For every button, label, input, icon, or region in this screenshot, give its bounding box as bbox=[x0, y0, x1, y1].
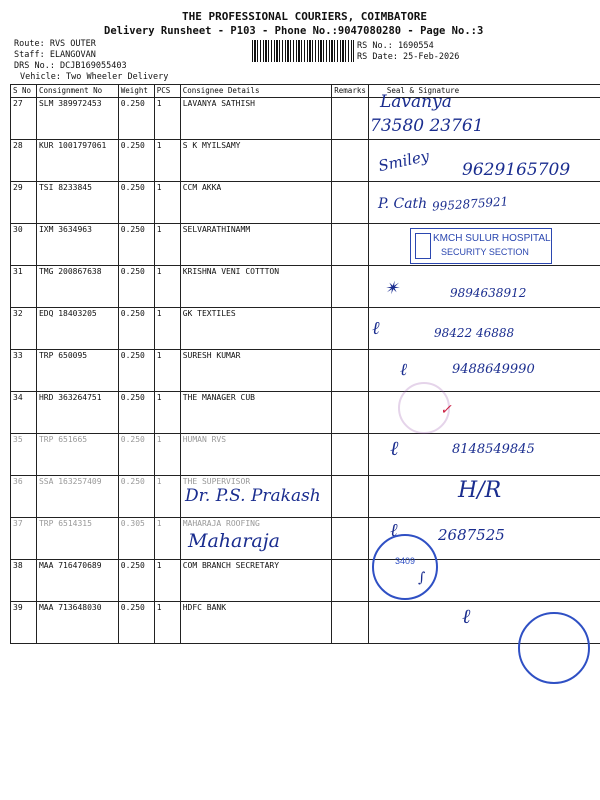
table-row bbox=[11, 602, 600, 644]
cell-sno: 35 bbox=[11, 434, 37, 476]
cell-consignment: TRP 6514315 bbox=[36, 518, 118, 560]
cell-consignee: KRISHNA VENI COTTTON bbox=[180, 266, 332, 308]
handwritten-signature: ℓ bbox=[400, 360, 408, 380]
handwritten-phone: 98422 46888 bbox=[434, 326, 515, 340]
cell-consignment: MAA 713648030 bbox=[36, 602, 118, 644]
cell-weight: 0.250 bbox=[118, 140, 154, 182]
cell-weight: 0.250 bbox=[118, 182, 154, 224]
cell-weight: 0.250 bbox=[118, 98, 154, 140]
cell-consignment: TMG 200867638 bbox=[36, 266, 118, 308]
cell-remarks bbox=[332, 518, 369, 560]
cell-consignee: SURESH KUMAR bbox=[180, 350, 332, 392]
handwritten-signature: ℓ bbox=[390, 436, 399, 460]
cell-sno: 27 bbox=[11, 98, 37, 140]
cell-consignee: GK TEXTILES bbox=[180, 308, 332, 350]
cell-weight: 0.250 bbox=[118, 392, 154, 434]
company-title: THE PROFESSIONAL COURIERS, COIMBATORE bbox=[182, 10, 428, 23]
vehicle-text: Vehicle: Two Wheeler Delivery bbox=[20, 72, 169, 82]
handwritten-phone: 8148549845 bbox=[452, 442, 535, 457]
rs-number: RS No.: 1690554 bbox=[357, 41, 434, 51]
cell-remarks bbox=[332, 602, 369, 644]
table-row bbox=[11, 518, 600, 560]
table-row bbox=[11, 98, 600, 140]
cell-pcs: 1 bbox=[154, 266, 180, 308]
cell-remarks bbox=[332, 98, 369, 140]
cell-pcs: 1 bbox=[154, 98, 180, 140]
cell-consignee: HDFC BANK bbox=[180, 602, 332, 644]
cell-sno: 38 bbox=[11, 560, 37, 602]
barcode-image bbox=[252, 40, 354, 62]
bank-round-stamp bbox=[518, 612, 590, 684]
cell-consignment: EDQ 18403205 bbox=[36, 308, 118, 350]
stamp-line: SECURITY SECTION bbox=[441, 247, 529, 257]
handwritten-name: Smiley bbox=[376, 146, 431, 176]
cell-pcs: 1 bbox=[154, 140, 180, 182]
cell-consignment: SSA 163257409 bbox=[36, 476, 118, 518]
cell-weight: 0.250 bbox=[118, 350, 154, 392]
handwritten-signature: ℓ bbox=[372, 318, 380, 339]
col-pcs: PCS bbox=[154, 85, 180, 98]
cell-sno: 28 bbox=[11, 140, 37, 182]
cell-pcs: 1 bbox=[154, 476, 180, 518]
kmch-security-stamp bbox=[410, 228, 552, 264]
cell-sno: 39 bbox=[11, 602, 37, 644]
cell-consignment: TSI 8233845 bbox=[36, 182, 118, 224]
cell-weight: 0.250 bbox=[118, 308, 154, 350]
cell-weight: 0.305 bbox=[118, 518, 154, 560]
col-sno: S No bbox=[11, 85, 37, 98]
cell-consignment: KUR 1001797061 bbox=[36, 140, 118, 182]
table-row bbox=[11, 182, 600, 224]
handwritten-phone: 9629165709 bbox=[462, 160, 571, 180]
cell-remarks bbox=[332, 308, 369, 350]
handwritten-name: P. Cath bbox=[378, 196, 428, 212]
cell-weight: 0.250 bbox=[118, 560, 154, 602]
cell-weight: 0.250 bbox=[118, 224, 154, 266]
cell-pcs: 1 bbox=[154, 518, 180, 560]
cell-remarks bbox=[332, 434, 369, 476]
cell-sno: 29 bbox=[11, 182, 37, 224]
col-consignee: Consignee Details bbox=[180, 85, 332, 98]
cell-weight: 0.250 bbox=[118, 266, 154, 308]
route-text: Route: RVS OUTER bbox=[14, 39, 96, 49]
table-row bbox=[11, 392, 600, 434]
round-rubber-stamp bbox=[372, 534, 438, 600]
cell-weight: 0.250 bbox=[118, 476, 154, 518]
table-row bbox=[11, 560, 600, 602]
staff-text: Staff: ELANGOVAN bbox=[14, 50, 96, 60]
drs-text: DRS No.: DCJB169055403 bbox=[14, 61, 127, 71]
cell-remarks bbox=[332, 182, 369, 224]
handwritten-signature: ℓ bbox=[462, 604, 471, 628]
cell-sno: 34 bbox=[11, 392, 37, 434]
stamp-line: KMCH SULUR HOSPITAL bbox=[433, 233, 551, 244]
cell-weight: 0.250 bbox=[118, 602, 154, 644]
handwritten-name: Lavanya bbox=[380, 92, 452, 112]
col-remarks: Remarks bbox=[332, 85, 369, 98]
stamp-logo-icon bbox=[415, 233, 431, 259]
cell-remarks bbox=[332, 266, 369, 308]
handwritten-mark: H/R bbox=[458, 478, 502, 503]
runsheet-subtitle: Delivery Runsheet - P103 - Phone No.:9047080280 - Page No.:3 bbox=[104, 25, 484, 37]
handwritten-signature: ℓ bbox=[390, 520, 398, 541]
cell-pcs: 1 bbox=[154, 560, 180, 602]
handwritten-name: Dr. P.S. Prakash bbox=[185, 486, 321, 506]
cell-pcs: 1 bbox=[154, 392, 180, 434]
cell-consignee: THE MANAGER CUB bbox=[180, 392, 332, 434]
cell-remarks bbox=[332, 476, 369, 518]
cell-sno: 36 bbox=[11, 476, 37, 518]
cell-remarks bbox=[332, 224, 369, 266]
cell-pcs: 1 bbox=[154, 434, 180, 476]
cell-consignee: S K MYILSAMY bbox=[180, 140, 332, 182]
cell-consignee: SELVARATHINAMM bbox=[180, 224, 332, 266]
stamp-number: 3409 bbox=[394, 556, 416, 566]
cell-pcs: 1 bbox=[154, 602, 180, 644]
rs-date: RS Date: 25-Feb-2026 bbox=[357, 52, 460, 62]
cell-sno: 33 bbox=[11, 350, 37, 392]
cell-remarks bbox=[332, 392, 369, 434]
cell-pcs: 1 bbox=[154, 308, 180, 350]
cell-pcs: 1 bbox=[154, 350, 180, 392]
handwritten-phone: 9488649990 bbox=[452, 362, 535, 377]
cell-consignee: THE SUPERVISOR bbox=[180, 476, 332, 518]
col-weight: Weight bbox=[118, 85, 154, 98]
handwritten-phone: 9952875921 bbox=[431, 194, 509, 214]
cell-consignee: CCM AKKA bbox=[180, 182, 332, 224]
cell-consignment: TRP 651665 bbox=[36, 434, 118, 476]
cell-consignment: TRP 650095 bbox=[36, 350, 118, 392]
handwritten-phone: 73580 23761 bbox=[370, 116, 484, 136]
cell-consignee: HUMAN RVS bbox=[180, 434, 332, 476]
cell-consignee: COM BRANCH SECRETARY bbox=[180, 560, 332, 602]
cell-sno: 30 bbox=[11, 224, 37, 266]
cell-consignee: MAHARAJA ROOFING bbox=[180, 518, 332, 560]
cell-remarks bbox=[332, 140, 369, 182]
cell-consignment: HRD 363264751 bbox=[36, 392, 118, 434]
cell-remarks bbox=[332, 350, 369, 392]
cell-pcs: 1 bbox=[154, 224, 180, 266]
handwritten-name: Maharaja bbox=[188, 530, 280, 552]
handwritten-signature: ∫ bbox=[418, 570, 426, 586]
cell-consignment: MAA 716470689 bbox=[36, 560, 118, 602]
red-tick-mark: ✓ bbox=[440, 402, 452, 418]
handwritten-signature: ✴ bbox=[384, 278, 400, 299]
cell-remarks bbox=[332, 560, 369, 602]
cell-sno: 31 bbox=[11, 266, 37, 308]
cell-consignee: LAVANYA SATHISH bbox=[180, 98, 332, 140]
cell-pcs: 1 bbox=[154, 182, 180, 224]
cell-consignment: SLM 389972453 bbox=[36, 98, 118, 140]
cell-sno: 37 bbox=[11, 518, 37, 560]
table-header-row bbox=[11, 85, 600, 98]
handwritten-phone: 9894638912 bbox=[450, 286, 527, 300]
cell-weight: 0.250 bbox=[118, 434, 154, 476]
col-consignment: Consignment No bbox=[36, 85, 118, 98]
cell-sno: 32 bbox=[11, 308, 37, 350]
handwritten-phone: 2687525 bbox=[438, 526, 505, 544]
cell-consignment: IXM 3634963 bbox=[36, 224, 118, 266]
col-signature: Seal & Signature bbox=[368, 85, 600, 98]
